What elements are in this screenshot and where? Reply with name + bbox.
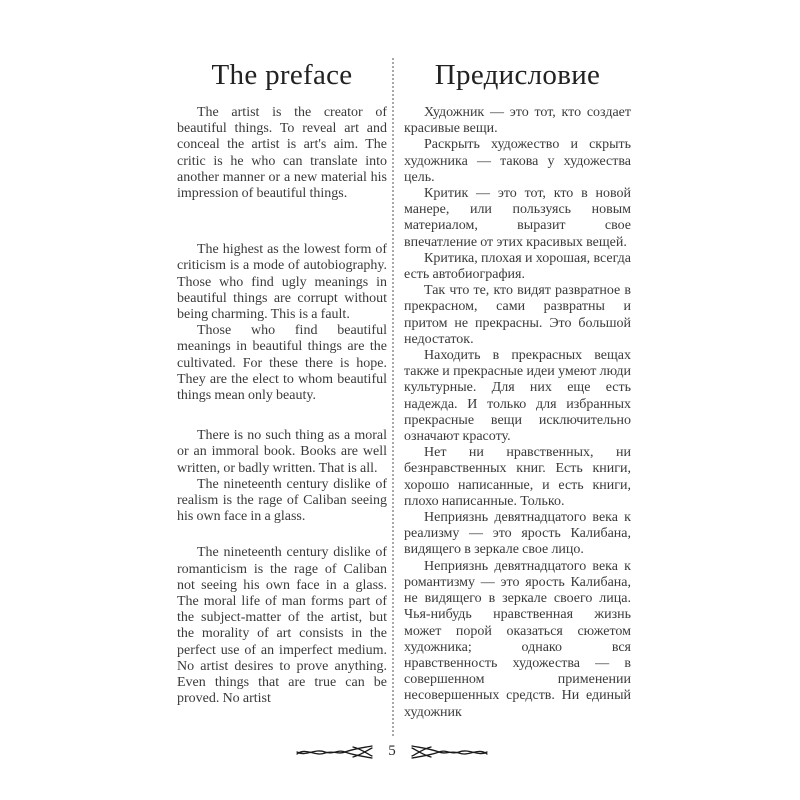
russian-paragraph: Критика, плохая и хорошая, всегда есть автобиография. [404,250,631,283]
russian-paragraph: Раскрыть художество и скрыть художника — такова у художества цель. [404,137,631,185]
russian-paragraph: Критик — это тот, кто в новой манере, или пользуясь новым материалом, выразит свое впечатление от этих красивых вещей. [404,186,631,250]
russian-paragraph: Находить в прекрасных вещах также и прекрасные идеи умеют люди культурные. Для них еще есть надежда. И только для избранных прекрасные вещи исключительно означают красоту. [404,348,631,445]
english-column-heading: The preface [211,59,353,91]
flourish-right-icon [409,743,489,761]
russian-column-heading: Предисловие [434,59,601,91]
column-divider [392,58,394,736]
english-paragraph: The artist is the creator of beautiful things. To reveal art and conceal the artist is art's aim. The critic is he who can translate into another manner or a new material his impression of beautiful things. [177,105,387,202]
english-paragraph: The highest as the lowest form of criticism is a mode of autobiography. Those who find ugly meanings in beautiful things are corrupt without being charming. This is a fault. [177,242,387,323]
english-column [177,58,387,748]
page-footer [0,738,784,766]
flourish-left-icon [295,743,375,761]
russian-paragraph: Неприязнь девятнадцатого века к романтизму — это ярость Калибана, не видящего в зеркале своего лица. Чья-нибудь нравственная жизнь может порой оказаться сюжетом художника; однако вся нравственность художества — в совершенном применении несовершенных средств. Ни единый художник [404,558,631,720]
english-paragraph: There is no such thing as a moral or an immoral book. Books are well written, or badly written. That is all. [177,428,387,476]
russian-paragraph: Неприязнь девятнадцатого века к реализму — это ярость Калибана, видящего в зеркале свое лицо. [404,510,631,558]
russian-paragraph: Художник — это тот, кто создает красивые вещи. [404,105,631,137]
russian-column [404,58,631,748]
english-paragraph: The nineteenth century dislike of realism is the rage of Caliban seeing his own face in a glass. [177,476,387,525]
english-paragraph: Those who find beautiful meanings in beautiful things are the cultivated. For these there is hope. They are the elect to whom beautiful things mean only beauty. [177,323,387,404]
russian-paragraph: Так что те, кто видят развратное в прекрасном, сами развратны и притом не прекрасны. Это большой недостаток. [404,283,631,347]
russian-paragraph: Нет ни нравственных, ни безнравственных книг. Есть книги, хорошо написанные, и есть книги, плохо написанные. Только. [404,445,631,509]
page-number: 5 [388,742,396,759]
english-paragraph: The nineteenth century dislike of romanticism is the rage of Caliban not seeing his own face in a glass. The moral life of man forms part of the subject-matter of the artist, but the morality of art consists in the perfect use of an imperfect medium. No artist desires to prove anything. Even things that are true can be proved. No artist [177,545,387,707]
